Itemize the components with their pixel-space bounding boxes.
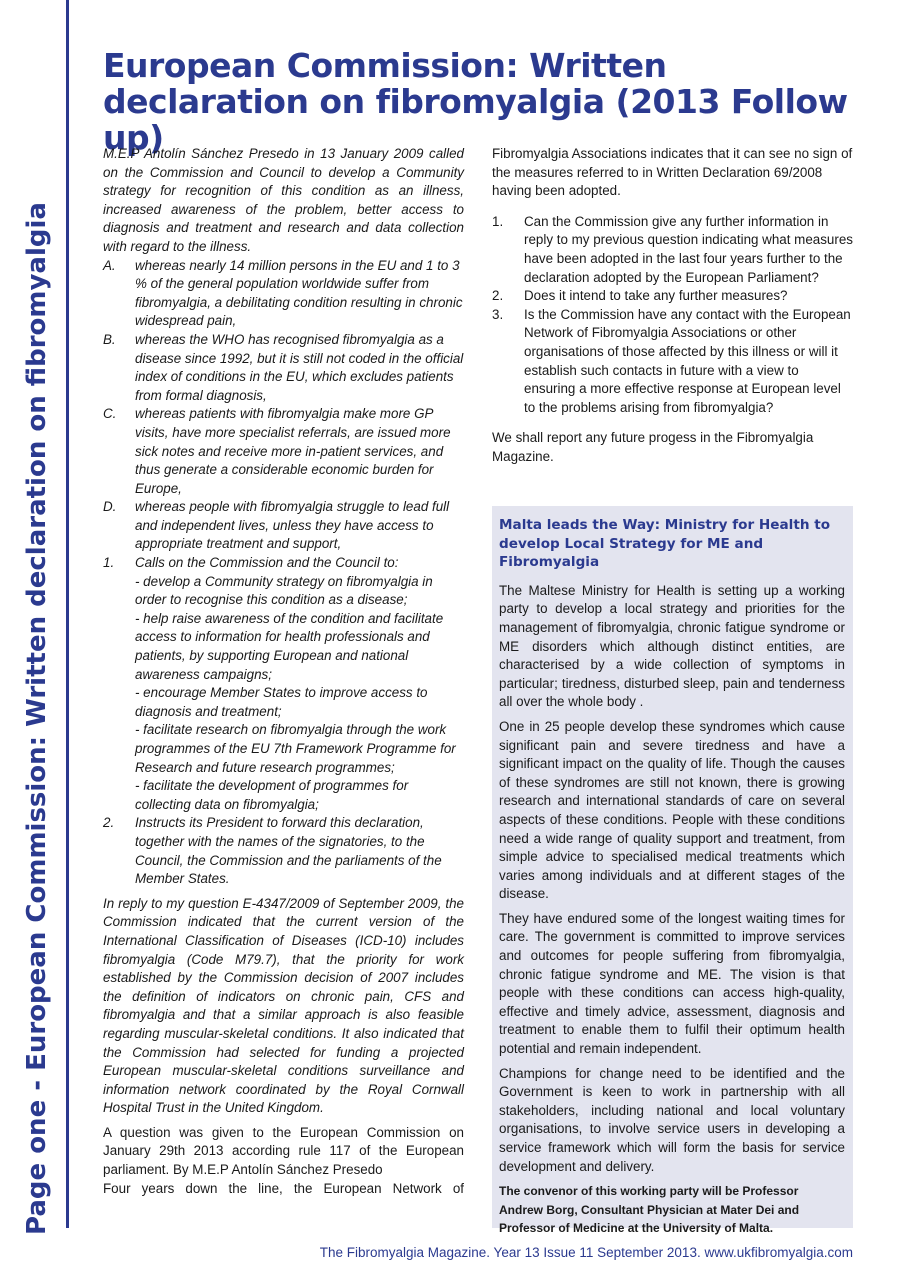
- reply-paragraph: In reply to my question E-4347/2009 of September 2009, the Commission indicated that the current version of the International Classification of Diseases (ICD-10) includes fibromyalgia (Code M79.7), that the priority for work established by the Commission decision of 2007 includes the definition of indicators on chronic pain, CFS and fibromyalgia and that a similar approach is also feasible regarding muscular-skeletal conditions. It also indicated that the Commission had selected for funding a projected European muscular-skeletal conditions surveillance and information network coordinated by the Royal Cornwall Hospital Trust in the United Kingdom.: [103, 895, 464, 1116]
- box-paragraph: Champions for change need to be identified and the Government is keen to work in partnership with all stakeholders, including national and local voluntary organisations, to involve service users in developing a service framework which will form the basis for service development and delivery.: [499, 1065, 845, 1174]
- declaration-list: [103, 257, 464, 889]
- malta-news-box: [492, 506, 853, 1236]
- list-marker: 2.: [492, 288, 504, 304]
- list-text: whereas patients with fibromyalgia make more GP visits, have more specialist referrals, are issued more sick notes and receive more in-patient services, and thus generate a considerable economic burden for Europe,: [135, 406, 451, 496]
- list-subitem: - facilitate research on fibromyalgia through the work programmes of the EU 7th Framework Programme for Research and future research programmes;: [135, 722, 456, 775]
- list-marker: A.: [103, 257, 116, 273]
- left-column: [103, 145, 464, 1198]
- list-item: [103, 331, 464, 405]
- list-subitem: - encourage Member States to improve access to diagnosis and treatment;: [135, 685, 428, 719]
- list-text: Does it intend to take any further measures?: [524, 288, 788, 304]
- question-given-paragraph: A question was given to the European Commission on January 29th 2013 according rule 117 of the European parliament. By M.E.P Antolín Sánchez Presedo: [103, 1124, 464, 1178]
- list-item: [492, 213, 853, 287]
- right-column: [492, 145, 853, 467]
- intro-paragraph: M.E.P Antolín Sánchez Presedo in 13 January 2009 called on the Commission and Council to develop a Community strategy for recognition of this condition as an illness, increased awareness of the problem, better access to diagnosis and treatment and research and data collection with regard to the illness.: [103, 146, 464, 254]
- box-paragraph: The Maltese Ministry for Health is setting up a working party to develop a local strategy and priorities for the management of fibromyalgia, chronic fatigue syndrome or ME disorders which although distinct entities, are characterised by a wide collection of symptoms in particular; tiredness, disturbed sleep, pain and tenderness all over the whole body .: [499, 582, 845, 710]
- continuation-paragraph: Fibromyalgia Associations indicates that it can see no sign of the measures referred to in Written Declaration 69/2008 having been adopted.: [492, 146, 853, 199]
- list-item: [103, 814, 464, 888]
- list-item: [103, 257, 464, 331]
- list-marker: 1.: [103, 555, 115, 571]
- list-marker: 3.: [492, 306, 504, 322]
- list-item: [103, 498, 464, 554]
- report-paragraph: We shall report any future progess in the Fibromyalgia Magazine.: [492, 430, 814, 464]
- box-note: The convenor of this working party will be Professor Andrew Borg, Consultant Physician at Mater Dei and Professor of Medicine at the University of Malta.: [499, 1184, 800, 1236]
- list-item: [103, 554, 464, 814]
- list-subitem: - help raise awareness of the condition and facilitate access to information for health professionals and patients, by supporting European and national awareness campaigns;: [135, 610, 444, 682]
- list-subitem: - develop a Community strategy on fibromyalgia in order to recognise this condition as a disease;: [135, 573, 433, 608]
- box-paragraph: One in 25 people develop these syndromes which cause significant pain and severe tiredness and have a significant impact on the quality of life. Though the causes of these syndromes are still not known, there is growing research and international standards of care on several aspects of these conditions. People with these conditions need a wide range of quality support and treatment, from simple advice to specialised medical treatments which varies among individuals and at different stages of the disease.: [499, 718, 845, 902]
- list-marker: B.: [103, 331, 116, 347]
- vertical-rule: [66, 0, 69, 1228]
- list-text: whereas the WHO has recognised fibromyalgia as a disease since 1992, but it is still not coded in the official index of conditions in the EU, which excludes patients from formal diagnosis,: [135, 331, 464, 403]
- list-marker: 1.: [492, 213, 504, 229]
- list-item: [492, 306, 853, 418]
- list-item: [103, 405, 464, 498]
- footer: The Fibromyalgia Magazine. Year 13 Issue 11 September 2013. www.ukfibromyalgia.com: [319, 1245, 853, 1260]
- list-marker: C.: [103, 406, 117, 422]
- list-text: whereas nearly 14 million persons in the EU and 1 to 3 % of the general population worldwide suffer from fibromyalgia, a debilitating condition resulting in chronic widespread pain,: [135, 257, 463, 329]
- list-subitem: - facilitate the development of programmes for collecting data on fibromyalgia;: [135, 778, 409, 812]
- list-item: [492, 287, 853, 306]
- box-paragraph: They have endured some of the longest waiting times for care. The government is committed to improve services and outcomes for people suffering from fibromyalgia, chronic fatigue syndrome and ME. The vision is that people with these conditions can access high-quality, effective and timely advice, assessment, diagnosis and treatment to enable them to fulfil their optimum health potential and remain independent.: [499, 910, 845, 1057]
- list-marker: 2.: [103, 815, 115, 831]
- question-list: [492, 213, 853, 418]
- four-years-paragraph: Four years down the line, the European Network of: [103, 1180, 464, 1196]
- page-title: European Commission: Written declaration on fibromyalgia (2013 Follow up): [103, 46, 848, 157]
- box-heading: Malta leads the Way: Ministry for Health to develop Local Strategy for ME and Fibromyalgia: [499, 517, 831, 571]
- list-text: whereas people with fibromyalgia struggle to lead full and independent lives, unless they have access to appropriate treatment and support,: [135, 499, 450, 552]
- list-marker: D.: [103, 499, 117, 515]
- side-title: Page one - European Commission: Written declaration on fibromyalgia: [22, 202, 52, 1235]
- list-text: Instructs its President to forward this declaration, together with the names of the signatories, to the Council, the Commission and the parliaments of the Member States.: [135, 815, 442, 887]
- list-text: Is the Commission have any contact with the European Network of Fibromyalgia Associations or other organisations of those affected by this illness or will it establish such contacts in future with a view to ensuring a more effective response at European level to the problems arising from fibromyalgia?: [524, 306, 851, 415]
- list-text: Calls on the Commission and the Council to:: [135, 555, 399, 571]
- list-text: Can the Commission give any further information in reply to my previous question indicating what measures have been adopted in the last four years further to the declaration adopted by the European Parliament?: [524, 213, 853, 285]
